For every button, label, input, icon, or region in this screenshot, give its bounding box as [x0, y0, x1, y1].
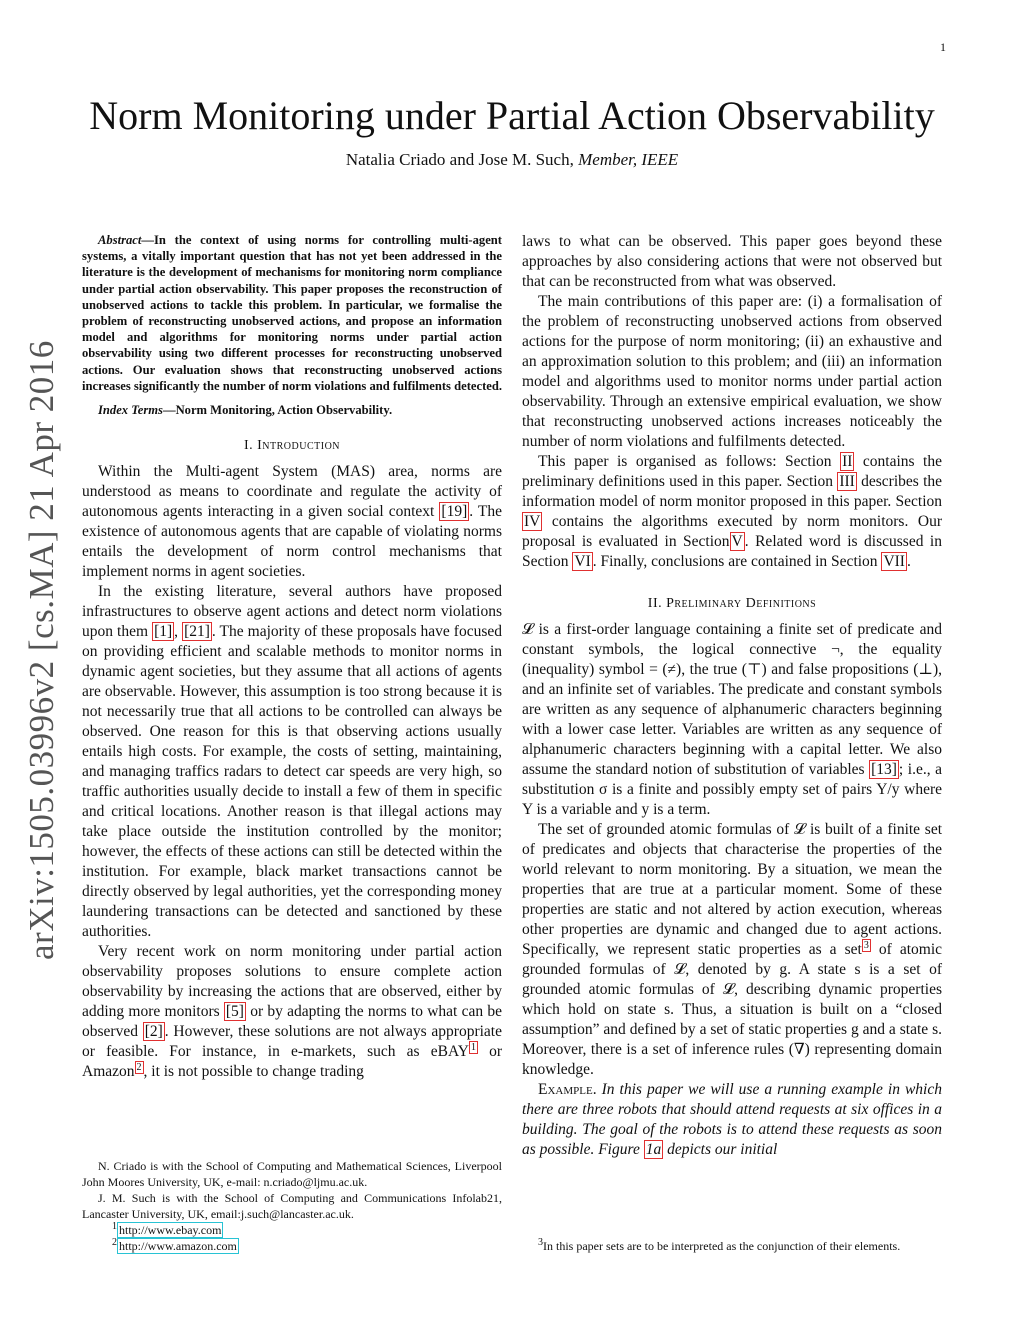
text-run: . The existence of autonomous agents that are capable of violating norms entails the development of norm control mechanisms that implement norms in agent societies. — [82, 503, 503, 581]
citation-link[interactable]: [1] — [154, 623, 173, 641]
example-lead: Example. — [538, 1081, 597, 1098]
right-column — [522, 232, 942, 1160]
footnotes-right — [522, 1238, 942, 1254]
text-run: 𝓛 is a first-order language containing a finite set of predicate and constant symbols, the logical connective ¬, the equality (inequality) symbol = (≠), the true (⊤) and false propositions (⊥), and an infinite set of variables. The predicate and constant symbols are written as any sequence of alphanumeric characters beginning with a lower case letter. Variables are written as any sequence of alphanumeric characters beginning with a capital letter. We also assume the standard notion of substitution of variables — [522, 621, 942, 778]
abstract-text: In the context of using norms for controlling multi-agent systems, a vitally important question that has not yet been addressed in the literature is the development of mechanisms for monitoring norm compliance under partial action observability. This paper proposes the reconstruction of unobserved actions to tackle this problem. In particular, we formalise the problem of reconstructing unobserved actions, and propose an information model and algorithms for monitoring norms under partial action observability using two different processes for reconstructing unobserved actions. Our evaluation shows that reconstructing unobserved actions increases significantly the number of norm violations and fulfilments detected. — [82, 233, 503, 393]
index-terms-dash: — — [162, 403, 176, 418]
text-run: . Finally, conclusions are contained in Section — [592, 553, 882, 570]
section-link[interactable]: VI — [574, 553, 591, 570]
definitions-paragraph-1 — [522, 620, 942, 820]
footnote-text: In this paper sets are to be interpreted as the conjunction of their elements. — [543, 1239, 901, 1253]
text-run: . However, these solutions are not always appropriate or feasible. For instance, in e-markets, such as eBAY — [82, 1023, 502, 1061]
footnote-3 — [522, 1238, 942, 1254]
organisation-paragraph — [522, 452, 942, 572]
author-names: Natalia Criado and Jose M. Such, — [345, 150, 574, 169]
figure-link[interactable]: 1a — [645, 1141, 662, 1158]
index-terms — [82, 402, 502, 418]
text-run: . Related word is discussed in Section — [522, 533, 942, 570]
index-terms-text: Norm Monitoring, Action Observability. — [175, 403, 393, 418]
text-run: Within the Multi-agent System (MAS) area, norms are understood as means to coordinate and regulate the activity of autonomous agents interacting in a given social context — [82, 463, 502, 521]
continuation-paragraph: laws to what can be observed. This paper goes beyond these approaches by also considering actions that were not observed but that can be reconstructed from what was observed. — [522, 233, 942, 290]
citation-link[interactable]: [21] — [184, 623, 210, 641]
footnote-mark[interactable]: 2 — [136, 1061, 142, 1073]
text-run: contains the algorithms executed by norm monitors. Our proposal is evaluated in Section — [522, 513, 942, 550]
author-affiliation: Member, IEEE — [578, 150, 679, 169]
footnote-number: 2 — [112, 1237, 117, 1248]
text-run: ; i.e., a substitution σ is a finite and possibly empty set of pairs Y/y where Y is a variable and y is a term. — [522, 761, 942, 818]
footnote-mark[interactable]: 3 — [863, 939, 869, 951]
section-link[interactable]: IV — [524, 513, 541, 530]
definitions-paragraph-2 — [522, 820, 942, 1080]
page-number: 1 — [940, 40, 946, 54]
index-terms-lead: Index Terms — [98, 403, 163, 418]
section-link[interactable]: VII — [883, 553, 905, 570]
text-run: or by adapting the norms to what can be observed — [82, 1003, 502, 1041]
text-run: of atomic grounded formulas of 𝓛, denoted by g. A state s is a set of grounded atomic formulas of 𝓛, describing dynamic properties which hold on state s. Thus, a situation is built on a “closed assumption” and defined by a set of static properties g and a state s. Moreover, there is a set of inference rules (∇) representing domain knowledge. — [522, 941, 942, 1078]
example-paragraph — [522, 1080, 942, 1160]
text-run: . The majority of these proposals have focused on providing efficient and scalable methods to monitor norms in dynamic agent societies, but they assume that all actions of agents are observable. However, this assumption is too strong because it is not necessarily true that all actions to be controlled can always be observed. One reason for this is that observing actions usually entails high costs. For example, the costs of setting, maintaining, and managing traffics radars to detect car speeds are very high, so traffic authorities usually decide to install a few of them in specific and critical locations. Another reason is that illegal actions may take place outside the institution controlled by the monitor; however, the effects of these actions can still be detected within the institution. For example, black market transactions cannot be directly observed by legal authorities, yet the corresponding money laundering transactions can be detected and sanctioned by these authorities. — [82, 623, 503, 941]
text-run: or Amazon — [82, 1043, 503, 1081]
text-run: This paper is organised as follows: Section — [538, 453, 841, 470]
section-link[interactable]: V — [731, 533, 743, 550]
affiliation-note: N. Criado is with the School of Computing and Mathematical Sciences, Liverpool John Moores University, UK, e-mail: n.criado@ljmu.ac.uk. — [82, 1159, 502, 1189]
affiliation-note: J. M. Such is with the School of Computing and Communications Infolab21, Lancaster University, UK, email:j.such@lancaster.ac.uk. — [82, 1191, 502, 1221]
section-link[interactable]: III — [839, 473, 855, 490]
citation-link[interactable]: [2] — [144, 1023, 163, 1041]
footnote-1 — [82, 1222, 502, 1238]
abstract-dash: — — [141, 233, 154, 247]
abstract-lead: Abstract — [98, 233, 142, 247]
section-heading-preliminary: II. Preliminary Definitions — [647, 596, 817, 611]
footnotes-left — [82, 1158, 502, 1254]
url-link[interactable]: http://www.ebay.com — [119, 1223, 222, 1237]
paper-title: Norm Monitoring under Partial Action Observability — [89, 93, 935, 138]
intro-paragraph-1 — [82, 462, 502, 582]
text-run: , it is not possible to change trading — [143, 1063, 364, 1081]
footnote-number: 1 — [112, 1221, 117, 1232]
text-run: depicts our initial — [663, 1141, 778, 1158]
text-run: , — [174, 623, 183, 641]
arxiv-stamp: arXiv:1505.03996v2 [cs.MA] 21 Apr 2016 — [22, 340, 61, 960]
text-run: describes the information model of norm monitor proposed in this paper. Section — [522, 473, 943, 510]
citation-link[interactable]: [5] — [225, 1003, 244, 1021]
intro-paragraph-3 — [82, 942, 502, 1082]
section-heading-introduction: I. Introduction — [243, 438, 341, 454]
text-run: contains the preliminary definitions used in this paper. Section — [522, 453, 942, 490]
text-run: The set of grounded atomic formulas of 𝓛 is built of a finite set of predicates and objects that characterise the properties of the world relevant to norm monitoring. By a situation, we mean the properties that are true at a particular moment. Some of these properties are static and not altered by action execution, whereas other properties are dynamic and changed due to agent actions. Specifically, we represent static properties as a set — [522, 821, 942, 958]
url-link[interactable]: http://www.amazon.com — [119, 1239, 237, 1253]
footnote-2 — [82, 1238, 502, 1254]
contributions-paragraph: The main contributions of this paper are: (i) a formalisation of the problem of reconstructing unobserved actions from observed actions for the purpose of norm monitoring; (ii) an exhaustive and an approximation solution to this problem; and (iii) an information model and algorithms used to monitor norms under partial action observability. Through an extensive empirical evaluation, we show that reconstructing unobserved actions increases noticeably the number of norm violations and fulfilments detected. — [522, 293, 942, 450]
citation-link[interactable]: [13] — [871, 761, 897, 778]
author-line — [0, 150, 1024, 170]
left-column — [82, 232, 502, 1082]
footnote-mark[interactable]: 1 — [470, 1041, 476, 1053]
citation-link[interactable]: [19] — [441, 503, 468, 521]
abstract — [82, 232, 502, 394]
intro-paragraph-2 — [82, 582, 502, 942]
text-run: In the existing literature, several authors have proposed infrastructures to observe agent actions and detect norm violations upon them — [82, 583, 502, 641]
text-run: In this paper we will use a running example in which there are three robots that should attend requests at six offices in a building. The goal of the robots is to attend these requests as soon as possible. Figure — [522, 1081, 942, 1158]
text-run: Very recent work on norm monitoring under partial action observability proposes solutions to ensure complete action observability by increasing the actions that are observed, either by adding more monitors — [82, 943, 502, 1021]
footnote-number: 3 — [538, 1237, 543, 1248]
section-link[interactable]: II — [842, 453, 853, 470]
text-run: . — [906, 553, 911, 570]
